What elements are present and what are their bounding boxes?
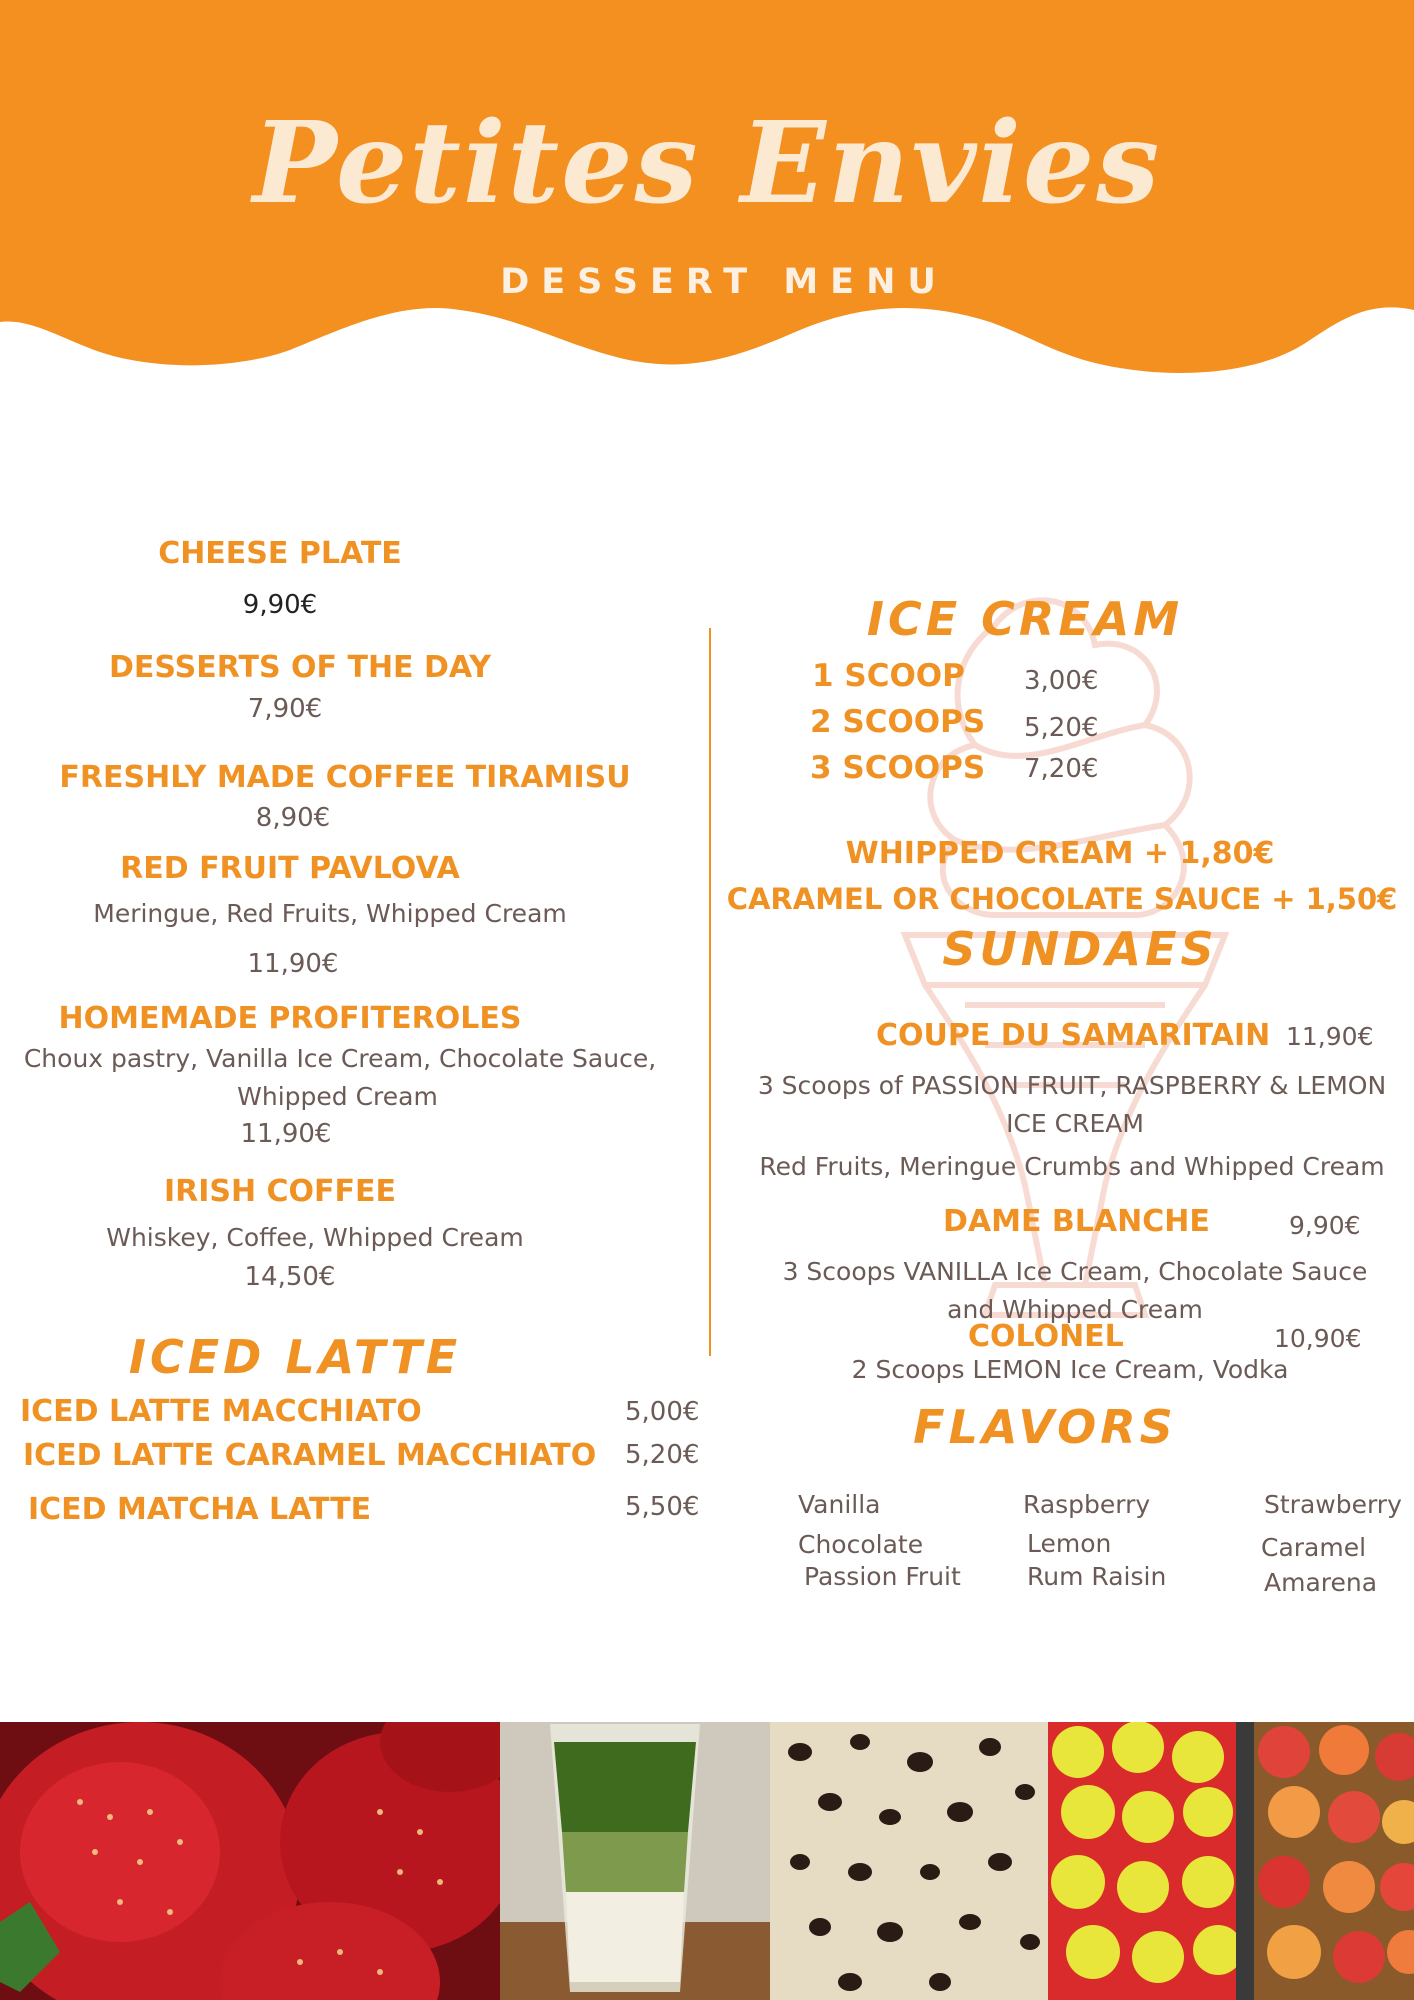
dame-blanche-description-line1: 3 Scoops VANILLA Ice Cream, Chocolate Sauce <box>782 1257 1368 1286</box>
pavlova-description: Meringue, Red Fruits, Whipped Cream <box>93 899 567 928</box>
irish-coffee-title: IRISH COFFEE <box>163 1174 397 1209</box>
dame-blanche-description-line2: and Whipped Cream <box>947 1295 1203 1324</box>
samaritain-description-line1: 3 Scoops of PASSION FRUIT, RASPBERRY & LEMON <box>757 1071 1387 1100</box>
cheese-plate-price: 9,90€ <box>242 590 318 620</box>
strawberries-photo <box>0 1722 500 2000</box>
samaritain-description-line2: ICE CREAM <box>1006 1109 1144 1138</box>
flavor-item: Caramel <box>1261 1533 1367 1562</box>
whipped-cream-extra: WHIPPED CREAM + 1,80€ <box>845 836 1275 871</box>
ice-cream-price: 3,00€ <box>1024 666 1099 696</box>
lemons-apples-crate-photo <box>1048 1722 1254 2000</box>
profiteroles-title: HOMEMADE PROFITEROLES <box>58 1001 522 1036</box>
ice-cream-size: 3 SCOOPS <box>810 750 986 786</box>
irish-coffee-description: Whiskey, Coffee, Whipped Cream <box>106 1223 524 1252</box>
iced-latte-item-price: 5,00€ <box>625 1397 700 1427</box>
flavor-item: Strawberry <box>1264 1490 1402 1519</box>
samaritain-price: 11,90€ <box>1286 1022 1374 1051</box>
colonel-price: 10,90€ <box>1274 1324 1362 1353</box>
tiramisu-title: FRESHLY MADE COFFEE TIRAMISU <box>59 760 631 795</box>
ice-cream-section-title: ICE CREAM <box>866 592 1184 646</box>
pavlova-price: 11,90€ <box>247 949 339 979</box>
matcha-latte-photo <box>500 1722 770 2000</box>
irish-coffee-price: 14,50€ <box>244 1262 336 1292</box>
iced-latte-section-title: ICED LATTE <box>128 1330 462 1384</box>
pavlova-title: RED FRUIT PAVLOVA <box>120 851 460 886</box>
sauce-extra: CARAMEL OR CHOCOLATE SAUCE + 1,50€ <box>726 882 1398 916</box>
flavors-section-title: FLAVORS <box>913 1400 1177 1454</box>
tiramisu-price: 8,90€ <box>255 803 331 833</box>
profiteroles-price: 11,90€ <box>240 1119 332 1149</box>
flavor-item: Rum Raisin <box>1027 1562 1167 1591</box>
menu-title: Petites Envies <box>252 98 1162 229</box>
profiteroles-description-line1: Choux pastry, Vanilla Ice Cream, Chocolate Sauce, <box>23 1044 657 1073</box>
flavor-item: Lemon <box>1027 1529 1112 1558</box>
ice-cream-price: 7,20€ <box>1024 754 1099 784</box>
colonel-title: COLONEL <box>968 1319 1124 1354</box>
cookie-dough-photo <box>770 1722 1048 2000</box>
dame-blanche-title: DAME BLANCHE <box>943 1204 1210 1239</box>
flavor-item: Chocolate <box>798 1530 924 1559</box>
menu-subtitle: DESSERT MENU <box>500 262 948 302</box>
iced-latte-item-price: 5,20€ <box>625 1440 700 1470</box>
apples-photo <box>1254 1722 1414 2000</box>
iced-latte-item-name: ICED LATTE CARAMEL MACCHIATO <box>23 1438 597 1473</box>
flavor-item: Amarena <box>1264 1568 1378 1597</box>
profiteroles-description-line2: Whipped Cream <box>237 1082 438 1111</box>
colonel-description: 2 Scoops LEMON Ice Cream, Vodka <box>851 1355 1289 1384</box>
samaritain-title: COUPE DU SAMARITAIN <box>876 1018 1271 1053</box>
sundaes-section-title: SUNDAES <box>942 922 1218 976</box>
desserts-of-day-title: DESSERTS OF THE DAY <box>109 650 491 685</box>
iced-latte-item-price: 5,50€ <box>625 1492 700 1522</box>
iced-latte-item-name: ICED LATTE MACCHIATO <box>20 1394 422 1429</box>
dame-blanche-price: 9,90€ <box>1289 1211 1361 1240</box>
flavor-item: Vanilla <box>798 1490 881 1519</box>
iced-latte-item-name: ICED MATCHA LATTE <box>28 1492 372 1527</box>
flavor-item: Passion Fruit <box>804 1562 961 1591</box>
cheese-plate-title: CHEESE PLATE <box>158 536 402 571</box>
samaritain-description-line3: Red Fruits, Meringue Crumbs and Whipped Cream <box>759 1152 1385 1181</box>
ice-cream-size: 1 SCOOP <box>812 658 965 694</box>
ice-cream-price: 5,20€ <box>1024 713 1099 743</box>
flavor-item: Raspberry <box>1023 1490 1151 1519</box>
column-divider <box>709 628 711 1356</box>
desserts-of-day-price: 7,90€ <box>247 694 323 724</box>
ice-cream-size: 2 SCOOPS <box>810 704 986 740</box>
